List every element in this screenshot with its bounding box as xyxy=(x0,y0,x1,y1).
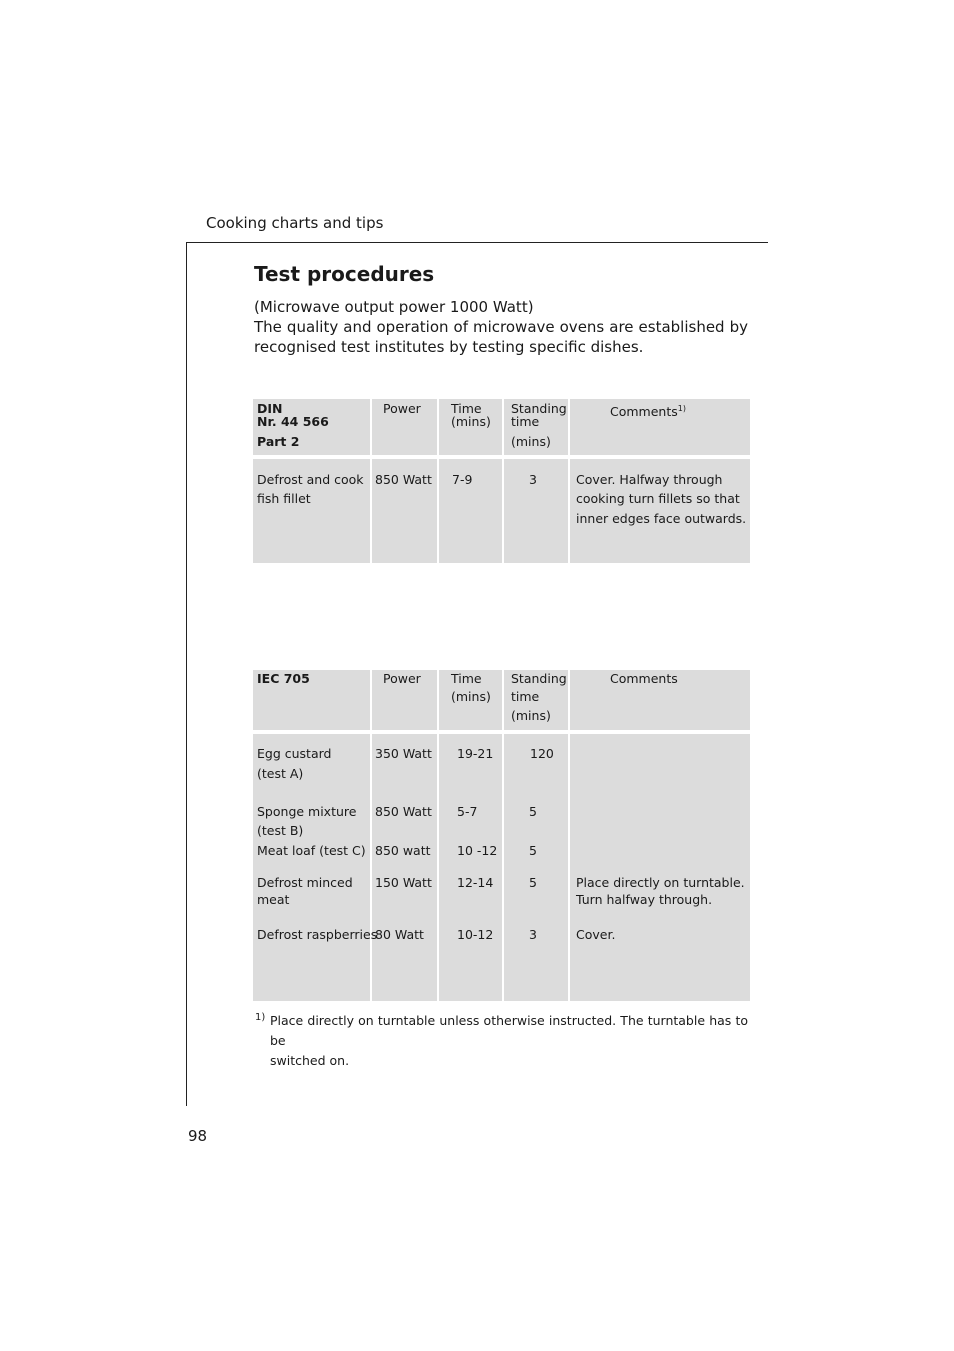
standing-header-time: time xyxy=(511,414,540,429)
standing-header-time: time xyxy=(511,689,540,704)
time-value: 19-21 xyxy=(457,746,494,761)
dish-name: meat xyxy=(257,892,290,907)
footnote-ref: 1) xyxy=(677,404,686,413)
standing-value: 5 xyxy=(529,843,537,858)
power-value: 850 Watt xyxy=(375,804,432,819)
time-value: 12-14 xyxy=(457,875,494,890)
margin-rule xyxy=(186,242,187,1106)
standing-header: Standing xyxy=(511,671,567,686)
comment-text: cooking turn fillets so that xyxy=(576,491,740,506)
footnote-line: Place directly on turntable unless otherwise instructed. The turntable has to be xyxy=(270,1013,748,1048)
time-value: 10-12 xyxy=(457,927,494,942)
time-value: 5-7 xyxy=(457,804,478,819)
header-rule xyxy=(186,242,768,243)
din-number: Nr. 44 566 xyxy=(257,414,329,429)
dish-name: Egg custard xyxy=(257,746,332,761)
standing-value: 3 xyxy=(529,927,537,942)
dish-name: Sponge mixture xyxy=(257,804,357,819)
page-number: 98 xyxy=(188,1127,208,1145)
power-value: 850 Watt xyxy=(375,472,432,487)
comment-text: Cover. Halfway through xyxy=(576,472,723,487)
dish-name: Defrost and cook xyxy=(257,472,364,487)
standing-header-unit: (mins) xyxy=(511,708,551,723)
din-label: DIN xyxy=(257,401,283,416)
table-cell xyxy=(439,734,502,1001)
subtitle: (Microwave output power 1000 Watt) xyxy=(254,298,534,316)
power-header: Power xyxy=(383,671,421,686)
time-header: Time xyxy=(451,671,482,686)
time-header-unit: (mins) xyxy=(451,689,491,704)
intro-line: recognised test institutes by testing specific dishes. xyxy=(254,338,644,356)
footnote-text xyxy=(270,1011,748,1071)
iec-label: IEC 705 xyxy=(257,671,310,686)
standing-header-unit: (mins) xyxy=(511,434,551,449)
dish-name: Meat loaf (test C) xyxy=(257,843,366,858)
power-value: 80 Watt xyxy=(375,927,424,942)
comment-text: Place directly on turntable. xyxy=(576,875,745,890)
din-part: Part 2 xyxy=(257,434,300,449)
table-cell xyxy=(504,734,568,1001)
comments-header: Comments xyxy=(610,671,678,686)
comments-header xyxy=(610,399,686,421)
standing-value: 5 xyxy=(529,875,537,890)
standing-value: 3 xyxy=(529,472,537,487)
dish-name: Defrost minced xyxy=(257,875,353,890)
time-header: Time xyxy=(451,401,482,416)
power-value: 350 Watt xyxy=(375,746,432,761)
standing-value: 120 xyxy=(530,746,554,761)
table-cell xyxy=(570,734,750,1001)
section-header: Cooking charts and tips xyxy=(206,214,384,232)
power-value: 150 Watt xyxy=(375,875,432,890)
dish-name: fish fillet xyxy=(257,491,311,506)
table-cell xyxy=(372,734,437,1001)
page-title: Test procedures xyxy=(254,262,435,286)
dish-name: (test B) xyxy=(257,823,304,838)
dish-name: Defrost raspberries xyxy=(257,927,378,942)
comment-text: Turn halfway through. xyxy=(576,892,713,907)
comment-text: Cover. xyxy=(576,927,616,942)
comment-text: inner edges face outwards. xyxy=(576,511,747,526)
intro-paragraph xyxy=(254,317,748,357)
footnote-mark: 1) xyxy=(255,1012,266,1023)
comments-header-label: Comments xyxy=(610,404,678,419)
power-value: 850 watt xyxy=(375,843,431,858)
intro-line: The quality and operation of microwave ovens are established by xyxy=(254,318,748,336)
time-header-unit: (mins) xyxy=(451,414,491,429)
time-value: 7-9 xyxy=(452,472,473,487)
power-header: Power xyxy=(383,401,421,416)
footnote-line: switched on. xyxy=(270,1053,350,1068)
dish-name: (test A) xyxy=(257,766,304,781)
standing-header: Standing xyxy=(511,401,567,416)
standing-value: 5 xyxy=(529,804,537,819)
time-value: 10 -12 xyxy=(457,843,498,858)
